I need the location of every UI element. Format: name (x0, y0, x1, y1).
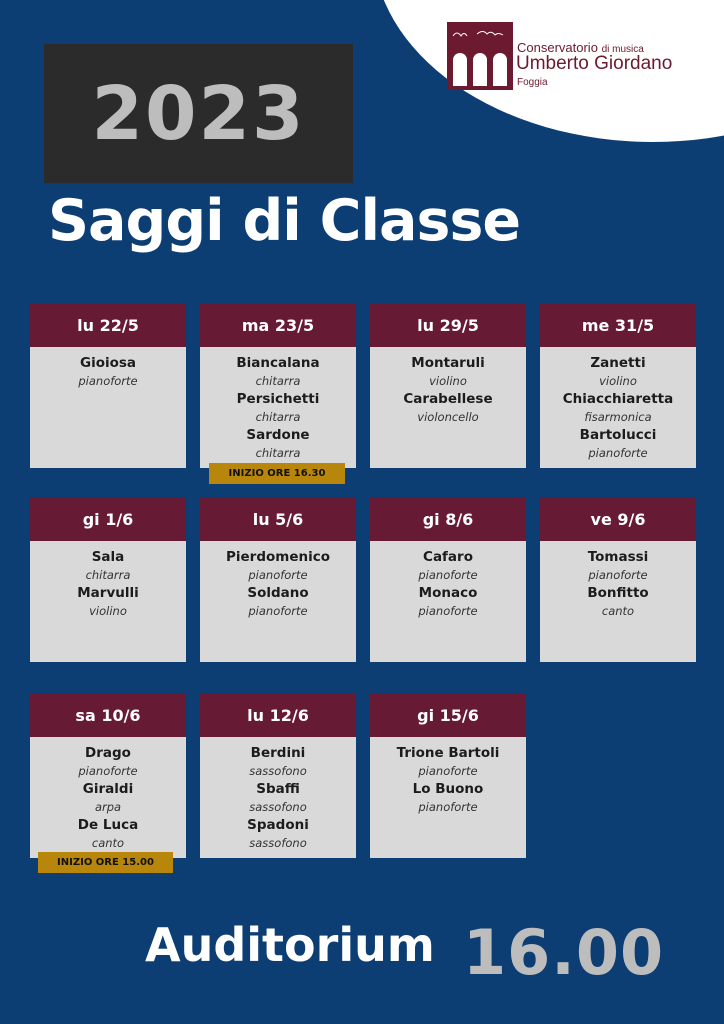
card-date: ma 23/5 (200, 303, 356, 347)
performer-name: Tomassi (587, 549, 649, 565)
card-date: lu 22/5 (30, 303, 186, 347)
performer-name: Pierdomenico (225, 549, 330, 565)
performer-name: Biancalana (236, 355, 320, 371)
schedule-card (540, 303, 696, 468)
performer-name: Spadoni (247, 817, 309, 833)
performer-name: Carabellese (403, 391, 493, 407)
performer-name: Chiacchiaretta (562, 391, 674, 407)
card-date: sa 10/6 (30, 693, 186, 737)
schedule-card (370, 303, 526, 468)
performer-name: Montaruli (411, 355, 485, 371)
performer-instrument: violino (89, 604, 127, 618)
performer-instrument: sassofono (249, 800, 307, 814)
card-date: gi 15/6 (370, 693, 526, 737)
schedule-card (200, 497, 356, 662)
performer-instrument: violino (429, 374, 467, 388)
schedule-card (30, 497, 186, 662)
performer-instrument: fisarmonica (584, 410, 652, 424)
performer-name: Sbaffi (256, 781, 300, 797)
performer-name: Lo Buono (412, 781, 484, 797)
performer-name: Berdini (250, 745, 306, 761)
performer-name: Bonfitto (587, 585, 649, 601)
card-date: gi 1/6 (30, 497, 186, 541)
performer-name: Gioiosa (79, 355, 137, 371)
card-body (370, 541, 526, 662)
schedule-card (30, 693, 186, 858)
card-body (30, 347, 186, 468)
start-time: 16.00 (463, 916, 665, 989)
performer-instrument: violoncello (417, 410, 479, 424)
performer-instrument: pianoforte (418, 764, 478, 778)
card-date: ve 9/6 (540, 497, 696, 541)
card-body (30, 737, 186, 858)
schedule-card (370, 497, 526, 662)
performer-name: Bartolucci (579, 427, 657, 443)
performer-instrument: chitarra (255, 446, 301, 460)
card-body (200, 541, 356, 662)
performer-instrument: pianoforte (248, 604, 308, 618)
performer-name: Sala (91, 549, 125, 565)
performer-name: Soldano (247, 585, 309, 601)
schedule-card (370, 693, 526, 858)
card-body (200, 347, 356, 468)
arches-logo-icon (447, 22, 513, 90)
card-body (370, 347, 526, 468)
schedule-card (30, 303, 186, 468)
performer-instrument: pianoforte (588, 568, 648, 582)
performer-instrument: sassofono (249, 836, 307, 850)
performer-name: De Luca (77, 817, 139, 833)
performer-name: Zanetti (590, 355, 646, 371)
performer-instrument: arpa (94, 800, 122, 814)
performer-instrument: pianoforte (418, 604, 478, 618)
venue: Auditorium (145, 918, 435, 972)
performer-instrument: chitarra (255, 410, 301, 424)
performer-name: Monaco (418, 585, 478, 601)
performer-instrument: chitarra (85, 568, 131, 582)
schedule-card (200, 303, 356, 468)
performer-name: Sardone (246, 427, 310, 443)
start-time-badge: INIZIO ORE 15.00 (38, 852, 173, 873)
card-date: lu 5/6 (200, 497, 356, 541)
logo-line-3: Foggia (517, 77, 548, 88)
performer-instrument: pianoforte (418, 568, 478, 582)
performer-instrument: chitarra (255, 374, 301, 388)
performer-name: Giraldi (82, 781, 134, 797)
year: 2023 (91, 70, 306, 157)
performer-instrument: pianoforte (78, 764, 138, 778)
performer-instrument: sassofono (249, 764, 307, 778)
performer-instrument: pianoforte (248, 568, 308, 582)
performer-instrument: canto (91, 836, 125, 850)
card-body (540, 347, 696, 468)
card-date: lu 12/6 (200, 693, 356, 737)
performer-instrument: violino (599, 374, 637, 388)
performer-name: Cafaro (423, 549, 473, 565)
performer-name: Persichetti (236, 391, 320, 407)
logo-line-1: Conservatorio di musica (517, 40, 644, 55)
card-body (200, 737, 356, 858)
card-body (540, 541, 696, 662)
card-date: me 31/5 (540, 303, 696, 347)
logo-line-2: Umberto Giordano (516, 53, 673, 74)
card-body (370, 737, 526, 858)
performer-instrument: pianoforte (588, 446, 648, 460)
start-time-badge: INIZIO ORE 16.30 (209, 463, 345, 484)
year-box (44, 44, 353, 183)
performer-instrument: canto (601, 604, 635, 618)
performer-name: Trione Bartoli (396, 745, 500, 761)
page-title: Saggi di Classe (48, 188, 521, 254)
performer-name: Marvulli (77, 585, 139, 601)
schedule-card (540, 497, 696, 662)
performer-instrument: pianoforte (78, 374, 138, 388)
conservatorio-logo (447, 22, 717, 92)
performer-name: Drago (85, 745, 131, 761)
performer-instrument: pianoforte (418, 800, 478, 814)
card-date: lu 29/5 (370, 303, 526, 347)
card-body (30, 541, 186, 662)
card-date: gi 8/6 (370, 497, 526, 541)
schedule-card (200, 693, 356, 858)
